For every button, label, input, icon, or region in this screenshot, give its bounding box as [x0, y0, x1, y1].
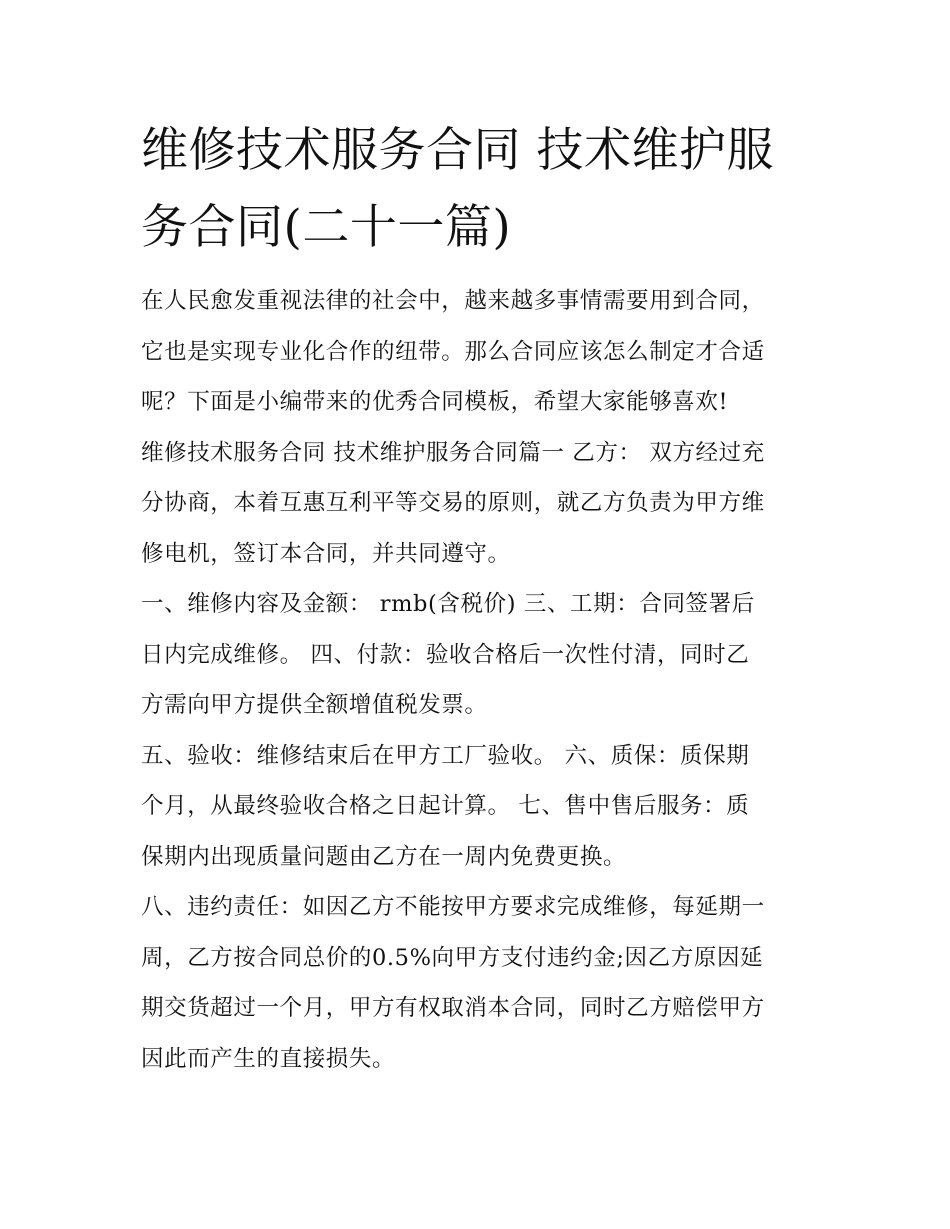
text-line: 期交货超过一个月，甲方有权取消本合同，同时乙方赔偿甲方	[141, 995, 765, 1021]
title-line: 维修技术服务合同 技术维护服	[141, 123, 774, 178]
clause-acceptance-warranty-paragraph	[141, 731, 813, 883]
text-line: 在人民愈发重视法律的社会中，越来越多事情需要用到合同，	[141, 288, 765, 314]
text-line: 一、维修内容及金额： rmb(含税价) 三、工期：合同签署后	[141, 591, 755, 617]
text-line: 修电机，签订本合同，并共同遵守。	[141, 540, 511, 567]
text-line: 五、验收：维修结束后在甲方工厂验收。 六、质保：质保期	[141, 742, 750, 769]
document-title	[141, 112, 813, 266]
text-line: 周，乙方按合同总价的0.5%向甲方支付违约金;因乙方原因延	[141, 944, 764, 971]
text-line: 它也是实现专业化合作的纽带。那么合同应该怎么制定才合适	[141, 338, 765, 365]
text-line: 分协商，本着互惠互利平等交易的原则，就乙方负责为甲方维	[141, 490, 765, 516]
intro-paragraph	[141, 276, 813, 428]
text-line: 保期内出现质量问题由乙方在一周内免费更换。	[141, 843, 627, 870]
text-line: 方需向甲方提供全额增值税发票。	[141, 692, 488, 718]
text-line: 日内完成维修。 四、付款：验收合格后一次性付清，同时乙	[141, 641, 750, 668]
text-line: 八、违约责任：如因乙方不能按甲方要求完成维修，每延期一	[141, 894, 765, 920]
text-line: 个月，从最终验收合格之日起计算。 七、售中售后服务：质	[141, 793, 750, 819]
clause-content-payment-paragraph	[141, 579, 813, 731]
title-line: 务合同(二十一篇)	[141, 200, 512, 255]
text-line: 因此而产生的直接损失。	[141, 1045, 396, 1072]
text-line: 呢？下面是小编带来的优秀合同模板，希望大家能够喜欢!	[141, 389, 729, 415]
text-line: 维修技术服务合同 技术维护服务合同篇一 乙方： 双方经过充	[141, 439, 765, 466]
contract-preamble-paragraph	[141, 428, 813, 580]
document-body	[141, 112, 813, 1084]
clause-liability-paragraph	[141, 882, 813, 1084]
